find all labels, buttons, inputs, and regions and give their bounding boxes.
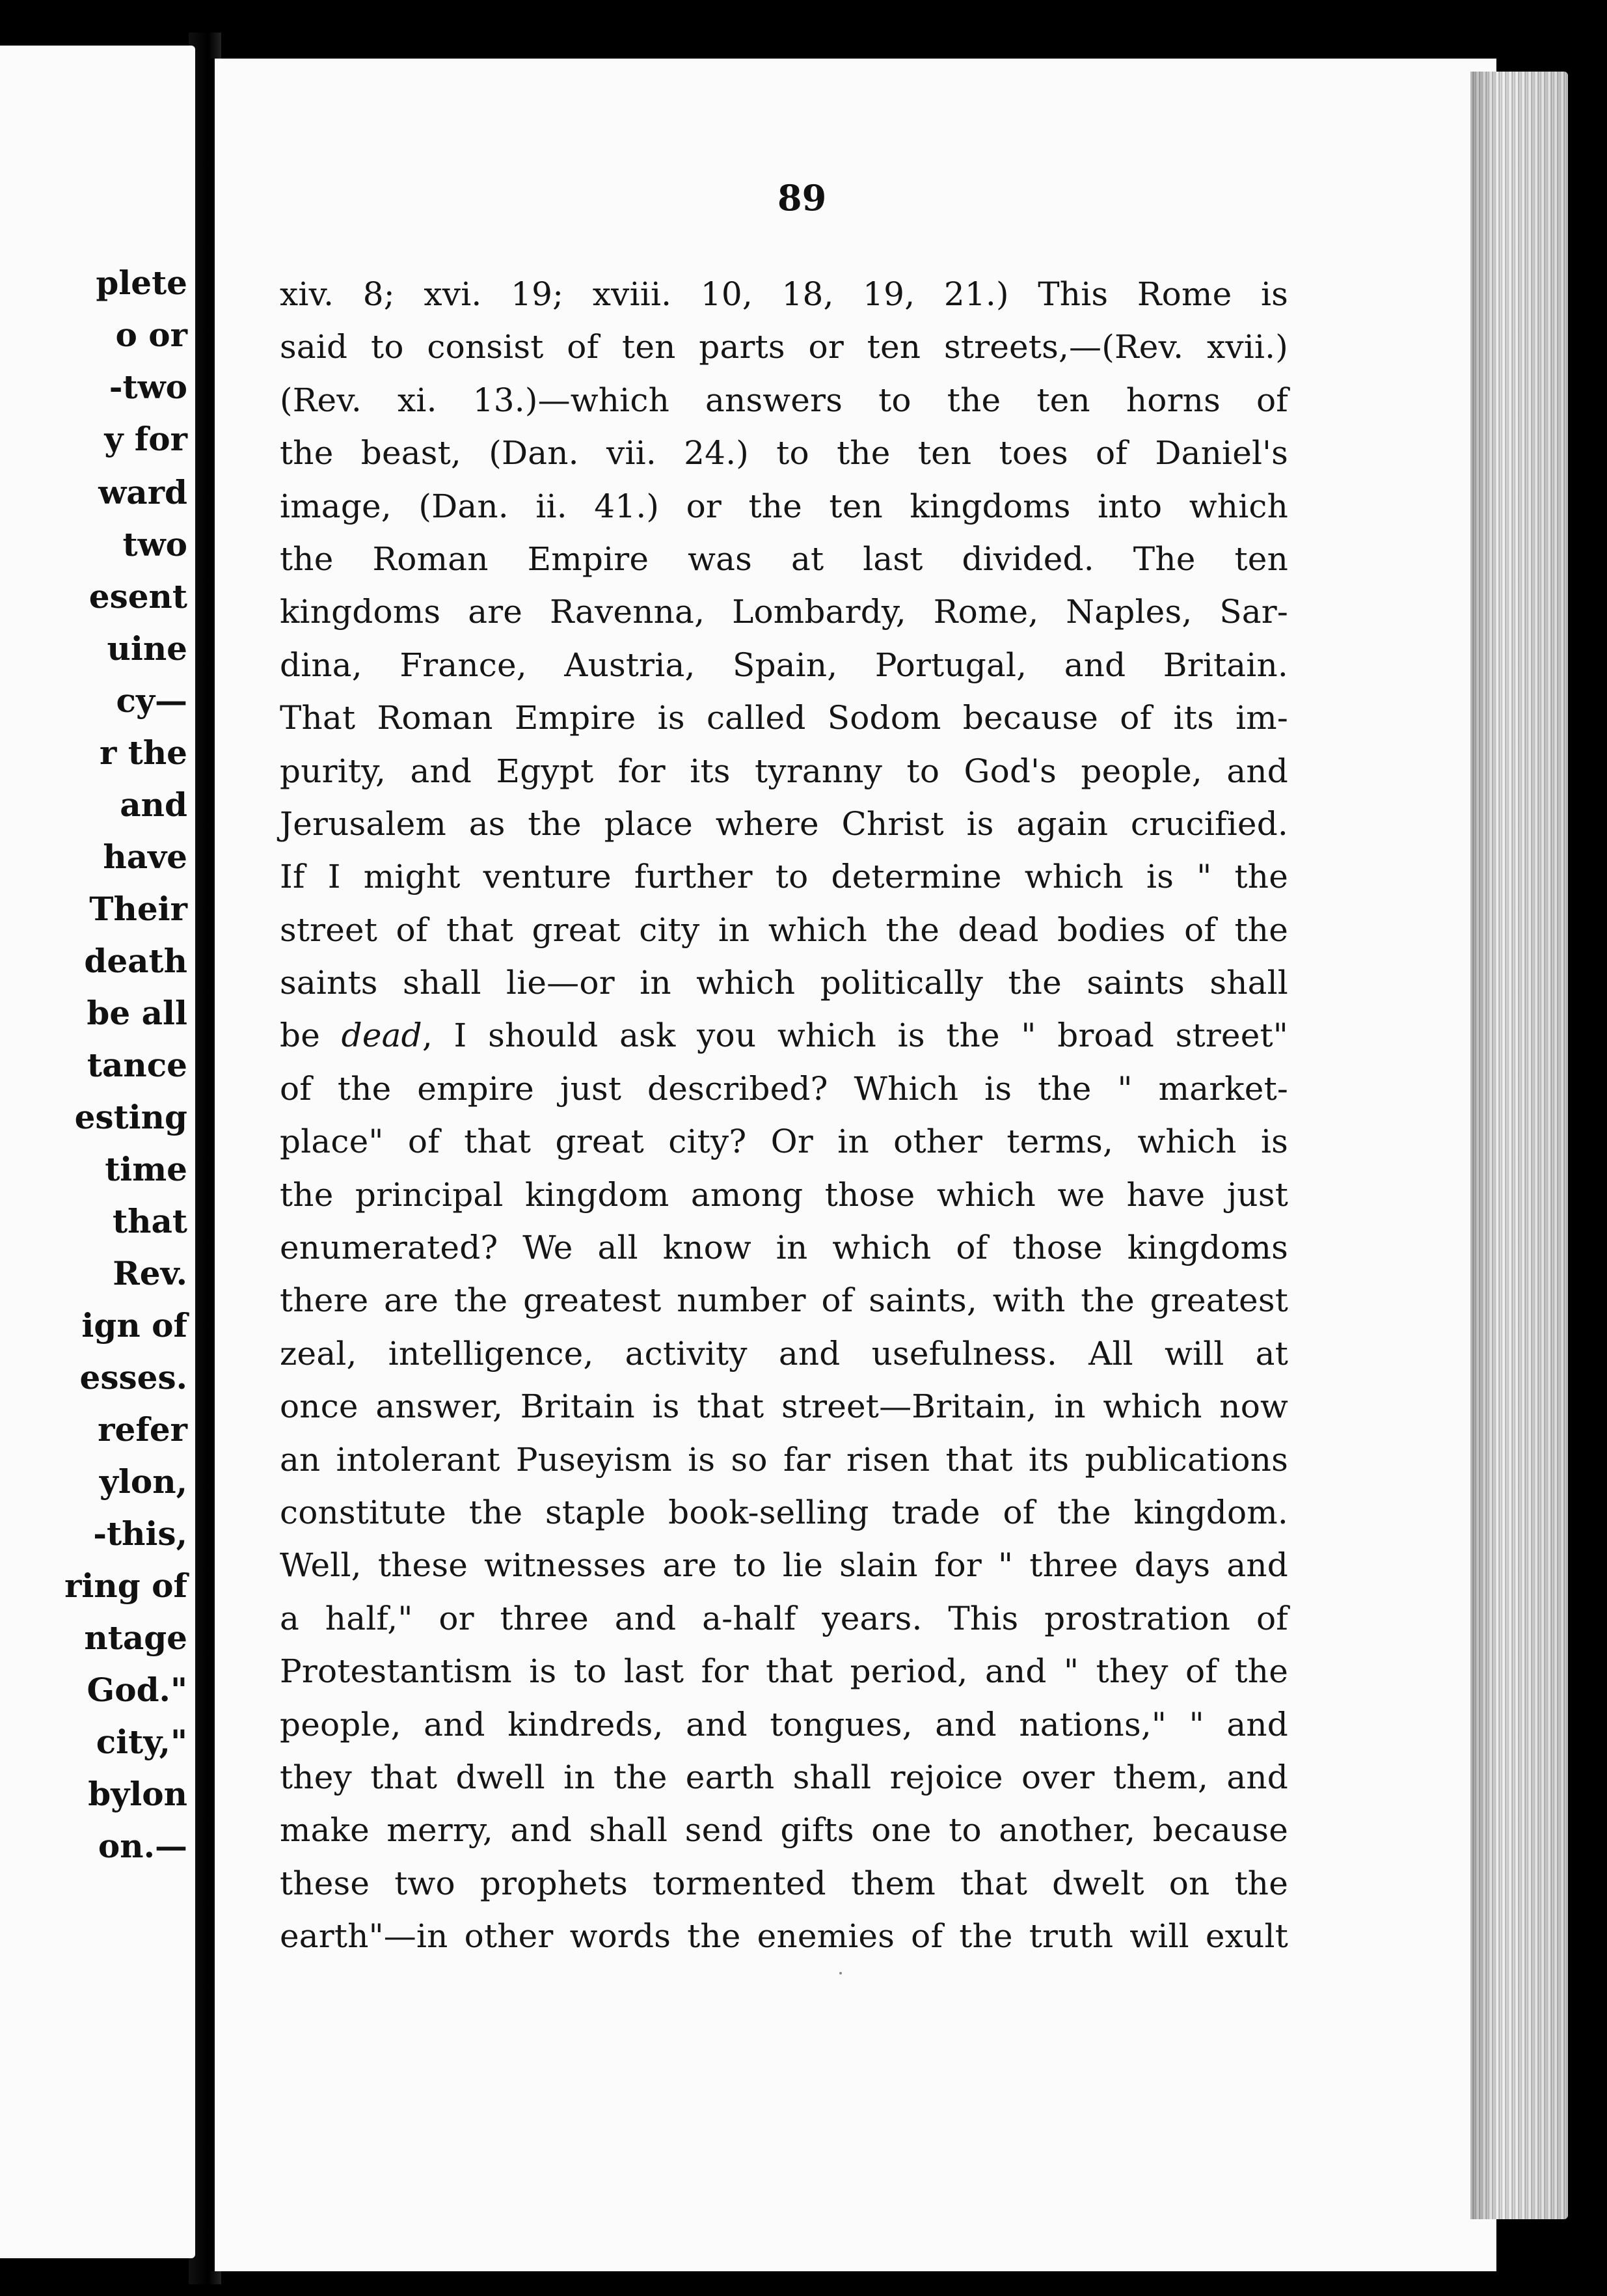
text-line: image, (Dan. ii. 41.) or the ten kingdoms into which xyxy=(280,487,1288,525)
text-line: make merry, and shall send gifts one to another, because xyxy=(280,1811,1288,1850)
left-fragment: two xyxy=(122,525,187,564)
text-line: place" of that great city? Or in other terms, which is xyxy=(280,1123,1288,1161)
page-edges xyxy=(1470,72,1568,2219)
left-fragment: uine xyxy=(107,629,187,668)
text-line: there are the greatest number of saints, with the greatest xyxy=(280,1281,1288,1320)
left-fragment: be all xyxy=(87,994,187,1032)
left-fragment: bylon xyxy=(88,1775,187,1813)
left-fragment: Rev. xyxy=(113,1254,187,1292)
left-fragment: on.— xyxy=(98,1827,187,1865)
left-fragment: city," xyxy=(96,1723,187,1761)
left-fragment: plete xyxy=(96,264,187,302)
left-fragment: r the xyxy=(99,733,187,772)
text-line: kingdoms are Ravenna, Lombardy, Rome, Naples, Sar- xyxy=(280,593,1288,631)
left-fragment: time xyxy=(105,1150,187,1188)
text-line: Jerusalem as the place where Christ is again crucified. xyxy=(280,804,1288,843)
text-line: earth"—in other words the enemies of the truth will exult xyxy=(280,1917,1288,1956)
dust-speck xyxy=(839,1972,842,1975)
left-fragment: o or xyxy=(115,316,187,354)
left-fragment: ylon, xyxy=(99,1462,187,1501)
left-fragment: esses. xyxy=(79,1358,187,1397)
left-fragment: that xyxy=(113,1202,187,1240)
left-fragment: death xyxy=(84,942,187,980)
text-line: Protestantism is to last for that period, and " they of the xyxy=(280,1652,1288,1691)
text-line: That Roman Empire is called Sodom because of its im- xyxy=(280,699,1288,737)
text-line: xiv. 8; xvi. 19; xviii. 10, 18, 19, 21.) This Rome is xyxy=(280,275,1288,313)
page-number: 89 xyxy=(777,177,827,219)
text-line: once answer, Britain is that street—Britain, in which now xyxy=(280,1387,1288,1426)
text-line: they that dwell in the earth shall rejoice over them, and xyxy=(280,1758,1288,1796)
text-line: be dead, I should ask you which is the " broad street" xyxy=(280,1017,1288,1055)
left-fragment: ign of xyxy=(81,1306,187,1345)
text-line: street of that great city in which the dead bodies of the xyxy=(280,910,1288,949)
text-line: zeal, intelligence, activity and usefulness. All will at xyxy=(280,1334,1288,1373)
left-fragment: ward xyxy=(98,473,187,512)
left-fragment: God." xyxy=(87,1671,187,1709)
text-line: these two prophets tormented them that dwelt on the xyxy=(280,1864,1288,1902)
left-fragment: and xyxy=(120,786,187,824)
italic-word: dead xyxy=(341,1017,422,1055)
left-fragment: -two xyxy=(109,368,187,406)
text-line: If I might venture further to determine which is " the xyxy=(280,858,1288,896)
left-fragment: ntage xyxy=(84,1619,187,1657)
text-line: (Rev. xi. 13.)—which answers to the ten horns of xyxy=(280,381,1288,419)
body-text xyxy=(280,268,1288,1963)
text-line: of the empire just described? Which is the " market- xyxy=(280,1069,1288,1108)
text-line: a half," or three and a-half years. This prostration of xyxy=(280,1599,1288,1637)
text-line: the Roman Empire was at last divided. The ten xyxy=(280,540,1288,578)
left-page xyxy=(0,46,195,2258)
left-fragment: esting xyxy=(74,1098,187,1136)
left-fragment: cy— xyxy=(116,681,187,720)
text-line: dina, France, Austria, Spain, Portugal, and Britain. xyxy=(280,646,1288,684)
text-line: said to consist of ten parts or ten streets,—(Rev. xvii.) xyxy=(280,328,1288,366)
left-fragment: refer xyxy=(98,1410,187,1449)
text-line: an intolerant Puseyism is so far risen that its publications xyxy=(280,1440,1288,1479)
left-fragment: ring of xyxy=(64,1566,187,1605)
text-line: purity, and Egypt for its tyranny to God's people, and xyxy=(280,752,1288,790)
left-fragment: Their xyxy=(89,890,187,928)
text-line: the principal kingdom among those which we have just xyxy=(280,1175,1288,1214)
left-fragment: tance xyxy=(87,1046,187,1084)
text-line: people, and kindreds, and tongues, and nations," " and xyxy=(280,1705,1288,1743)
text-line: saints shall lie—or in which politically the saints shall xyxy=(280,964,1288,1002)
left-fragment: y for xyxy=(104,420,187,458)
text-line: enumerated? We all know in which of those kingdoms xyxy=(280,1229,1288,1267)
text-line: constitute the staple book-selling trade of the kingdom. xyxy=(280,1493,1288,1531)
left-fragment: have xyxy=(103,838,187,876)
text-line: Well, these witnesses are to lie slain for " three days and xyxy=(280,1546,1288,1585)
left-fragment: esent xyxy=(88,577,187,616)
left-fragment: -this, xyxy=(93,1514,187,1553)
text-line: the beast, (Dan. vii. 24.) to the ten toes of Daniel's xyxy=(280,434,1288,472)
